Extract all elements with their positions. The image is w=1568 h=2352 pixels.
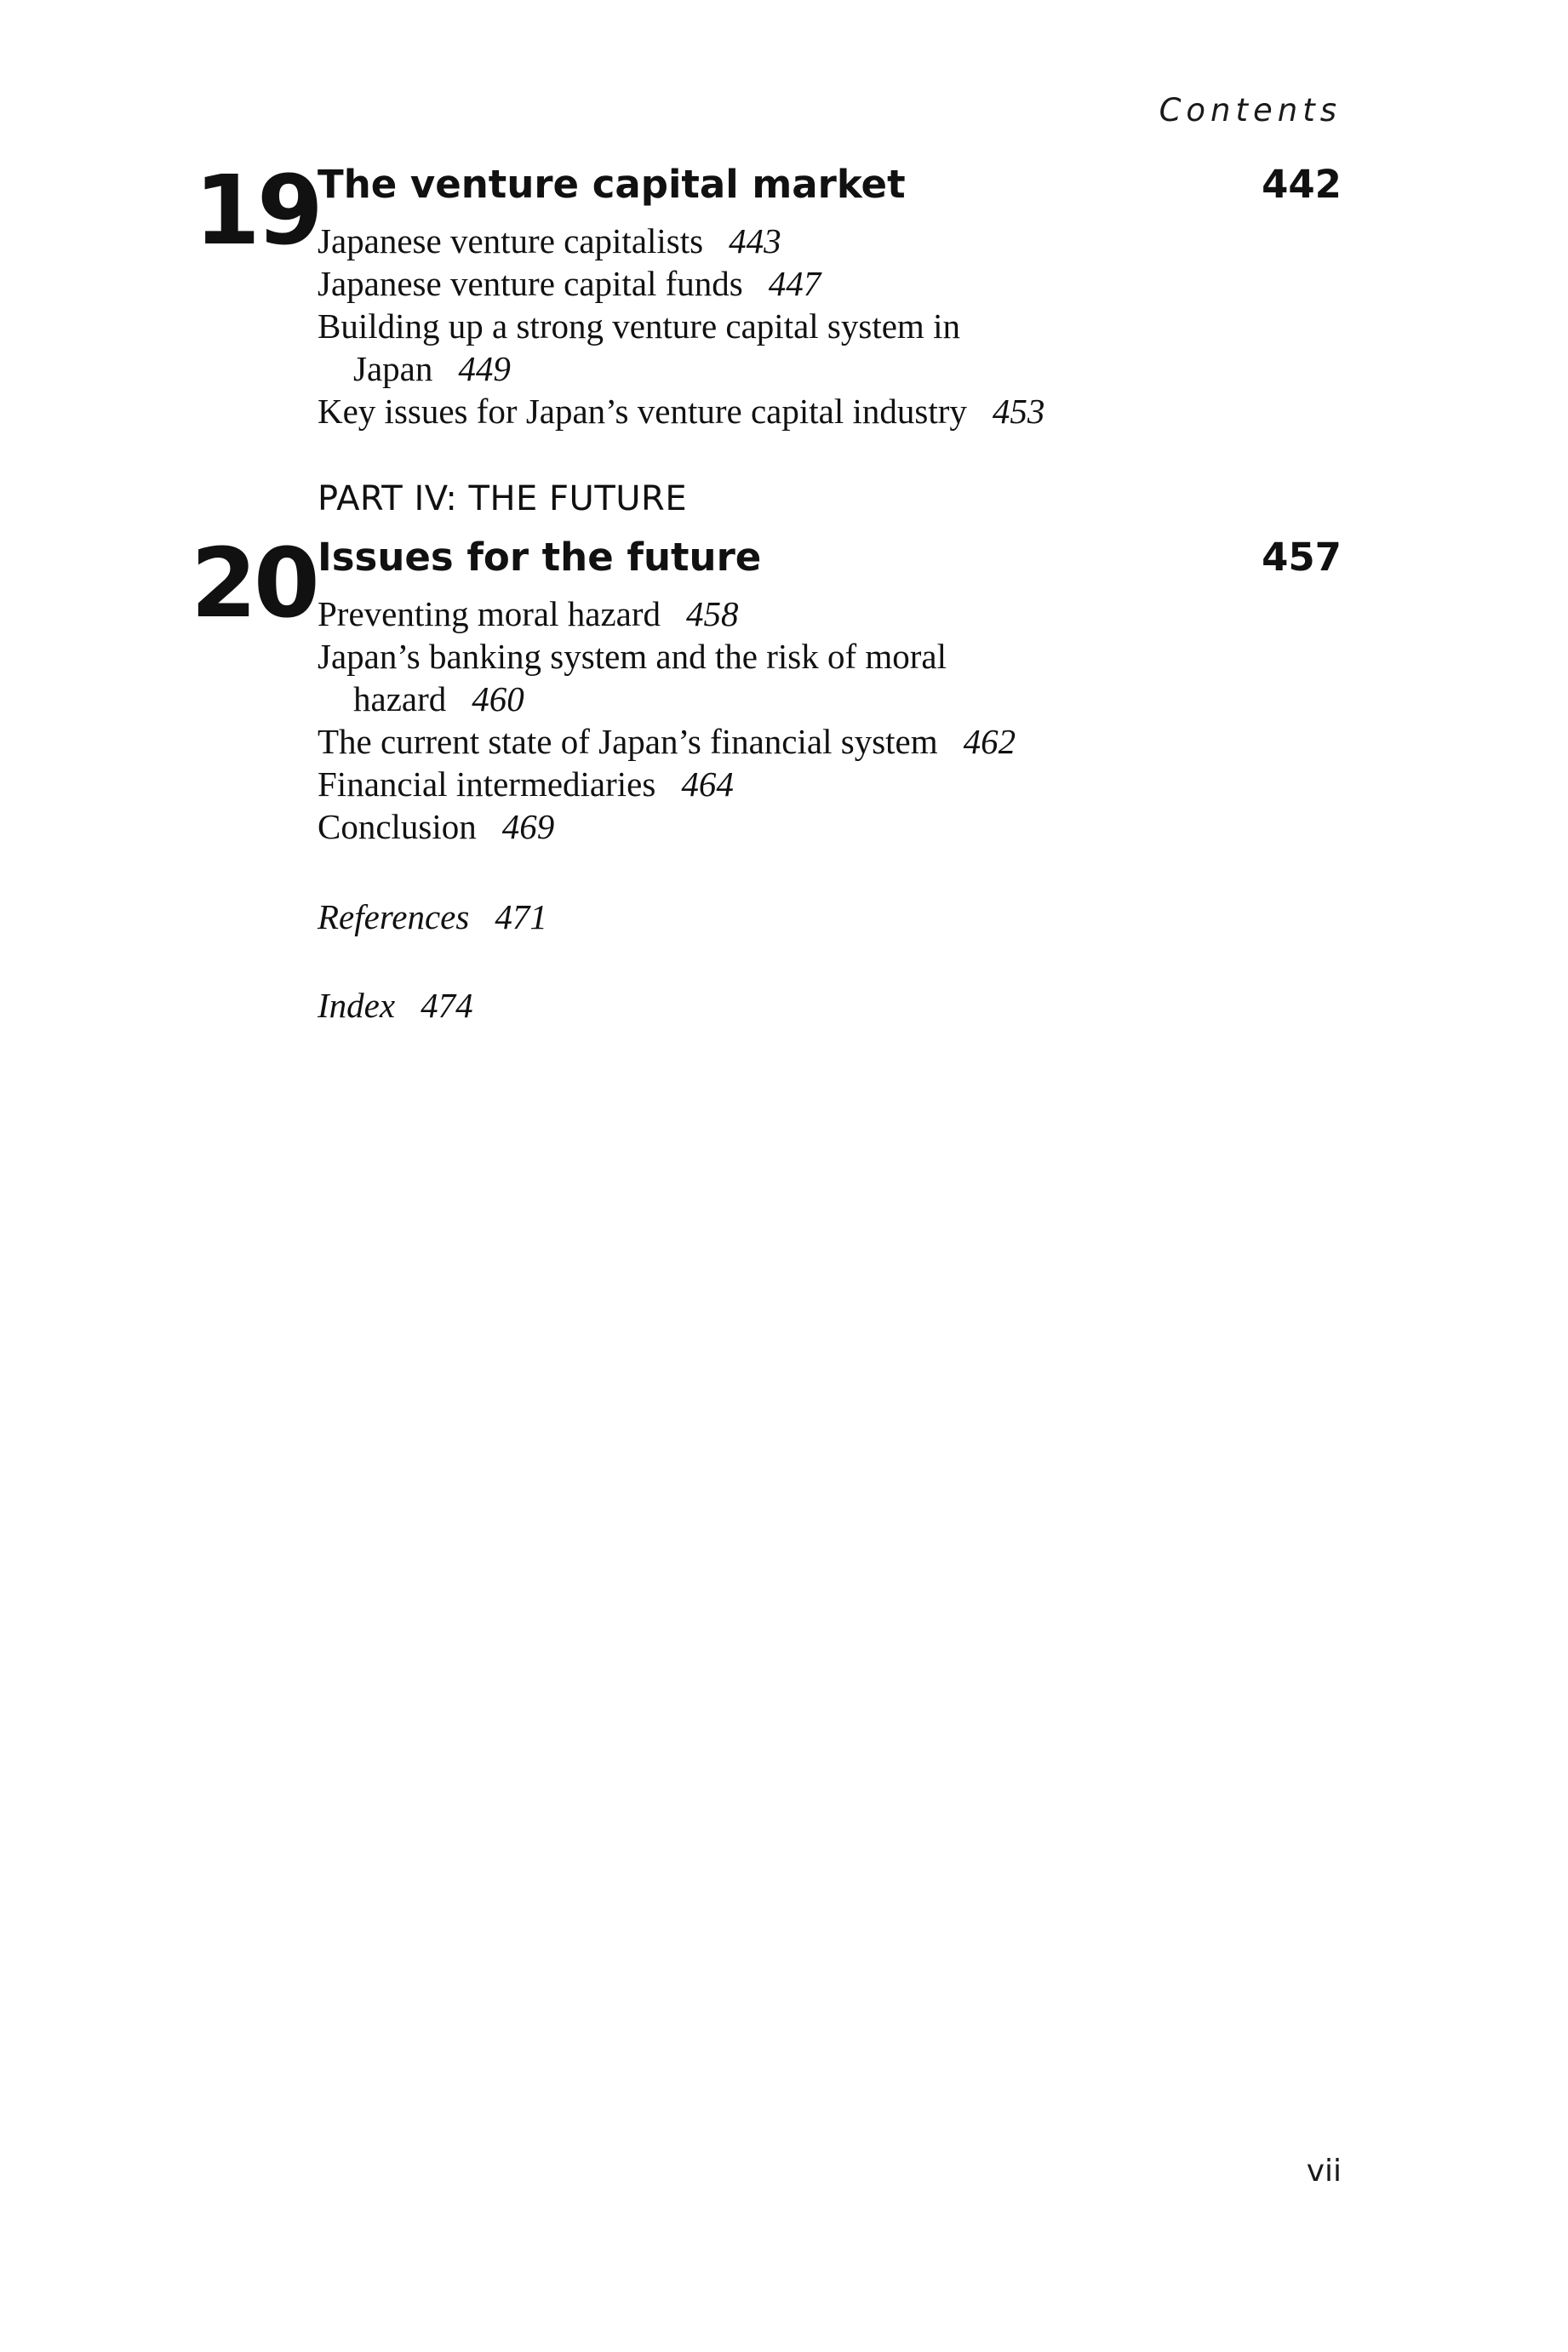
section-page-number: 443 <box>729 221 781 260</box>
section-entry <box>318 805 1016 848</box>
back-matter-page-number: 474 <box>421 986 473 1025</box>
back-matter-page-number: 471 <box>495 897 547 936</box>
section-title-continuation <box>318 678 1016 720</box>
back-matter-label: Index <box>318 986 396 1025</box>
section-page-number: 447 <box>768 264 821 303</box>
section-page-number: 453 <box>992 392 1045 431</box>
section-entry <box>318 635 1016 720</box>
back-matter-references <box>318 896 547 938</box>
section-title-cont-text: Japan <box>353 349 433 388</box>
section-title: Financial intermediaries <box>318 764 656 804</box>
chapter-title: Issues for the future <box>318 535 762 580</box>
chapter-page-number: 457 <box>1262 535 1342 580</box>
section-title: The current state of Japan’s financial system <box>318 722 938 761</box>
page-folio: vii <box>1306 2154 1342 2189</box>
chapter-title: The venture capital market <box>318 162 906 207</box>
chapter-page-number: 442 <box>1262 162 1342 207</box>
section-entry <box>318 262 1044 305</box>
section-entry <box>318 390 1044 432</box>
section-entry <box>318 220 1044 262</box>
back-matter-index <box>318 984 473 1027</box>
section-page-number: 449 <box>458 349 511 388</box>
section-page-number: 464 <box>681 764 734 804</box>
chapter-number: 19 <box>194 156 320 266</box>
section-page-number: 462 <box>963 722 1016 761</box>
back-matter-label: References <box>318 897 470 936</box>
section-page-number: 460 <box>472 679 524 718</box>
section-entry <box>318 305 1044 390</box>
section-title: Japan’s banking system and the risk of moral <box>318 637 947 676</box>
section-title-continuation <box>318 347 1044 390</box>
section-entry <box>318 763 1016 805</box>
section-list <box>318 220 1044 432</box>
section-entry <box>318 720 1016 763</box>
section-entry <box>318 592 1016 635</box>
section-page-number: 469 <box>501 807 555 846</box>
section-title-cont-text: hazard <box>353 679 447 718</box>
section-page-number: 458 <box>686 594 739 633</box>
section-title: Japanese venture capitalists <box>318 221 704 260</box>
running-head: Contents <box>1159 92 1342 129</box>
section-title: Key issues for Japan’s venture capital industry <box>318 392 967 431</box>
section-title: Building up a strong venture capital system in <box>318 306 960 346</box>
section-list <box>318 592 1016 848</box>
section-title: Preventing moral hazard <box>318 594 661 633</box>
part-heading: PART IV: THE FUTURE <box>318 479 688 518</box>
chapter-number: 20 <box>191 529 317 639</box>
section-title: Japanese venture capital funds <box>318 264 743 303</box>
section-title: Conclusion <box>318 807 477 846</box>
